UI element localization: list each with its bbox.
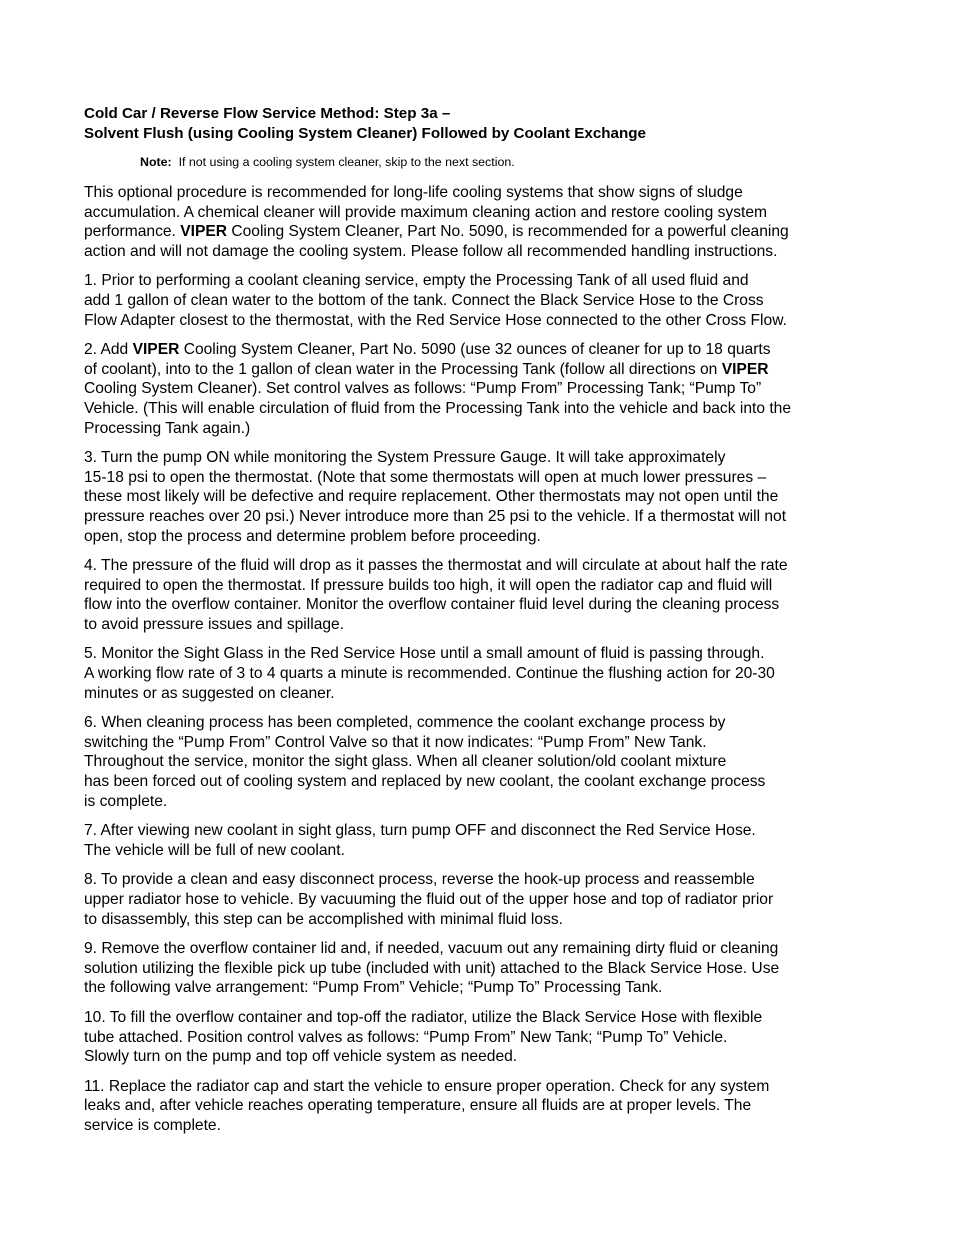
step-line: The vehicle will be full of new coolant. bbox=[84, 841, 345, 859]
step-line: 9. Remove the overflow container lid and, if needed, vacuum out any remaining dirty fluid or cleaning bbox=[84, 940, 779, 958]
step-4 bbox=[84, 556, 874, 634]
step-2 bbox=[84, 340, 874, 438]
intro-line: accumulation. A chemical cleaner will provide maximum cleaning action and restore cooling system bbox=[84, 203, 767, 221]
brand-name: VIPER bbox=[180, 223, 228, 241]
step-line: minutes or as suggested on cleaner. bbox=[84, 684, 335, 702]
step-line: Flow Adapter closest to the thermostat, with the Red Service Hose connected to the other Cross Flow. bbox=[84, 311, 787, 329]
intro-line: This optional procedure is recommended for long-life cooling systems that show signs of sludge bbox=[84, 184, 743, 201]
step-line: upper radiator hose to vehicle. By vacuuming the fluid out of the upper hose and top of radiator prior bbox=[84, 891, 774, 908]
step-line: 8. To provide a clean and easy disconnect process, reverse the hook-up process and reassemble bbox=[84, 871, 755, 889]
step-line: Cooling System Cleaner). Set control valves as follows: “Pump From” Processing Tank; “Pump To” bbox=[84, 380, 762, 398]
step-line: required to open the thermostat. If pressure builds too high, it will open the radiator cap and fluid will bbox=[84, 576, 773, 594]
step-line: switching the “Pump From” Control Valve so that it now indicates: “Pump From” New Tank. bbox=[84, 733, 707, 751]
document-page bbox=[84, 104, 874, 1136]
step-3 bbox=[84, 448, 874, 546]
title-line-1: Cold Car / Reverse Flow Service Method: Step 3a – bbox=[84, 105, 451, 122]
note-text: If not using a cooling system cleaner, skip to the next section. bbox=[178, 155, 515, 169]
step-line: service is complete. bbox=[84, 1116, 221, 1134]
step-10 bbox=[84, 1008, 874, 1067]
step-text: Cooling System Cleaner, Part No. 5090 (use 32 ounces of cleaner for up to 18 quarts bbox=[179, 341, 771, 359]
step-line: 4. The pressure of the fluid will drop as it passes the thermostat and will circulate at about half the rate bbox=[84, 557, 788, 575]
step-line: is complete. bbox=[84, 792, 168, 810]
intro-line bbox=[84, 222, 874, 242]
note-label: Note: bbox=[140, 155, 172, 169]
step-line: pressure reaches over 20 psi.) Never introduce more than 25 psi to the vehicle. If a thermostat will not bbox=[84, 507, 787, 525]
step-text: of coolant), into to the 1 gallon of clean water in the Processing Tank (follow all directions on bbox=[84, 360, 722, 378]
step-line: 11. Replace the radiator cap and start the vehicle to ensure proper operation. Check for any system bbox=[84, 1077, 770, 1095]
intro-text: Cooling System Cleaner, Part No. 5090, is recommended for a powerful cleaning bbox=[227, 223, 789, 241]
page-title bbox=[84, 104, 874, 144]
step-11 bbox=[84, 1077, 874, 1136]
step-line: has been forced out of cooling system and replaced by new coolant, the coolant exchange process bbox=[84, 773, 766, 791]
step-1 bbox=[84, 271, 874, 330]
step-line: leaks and, after vehicle reaches operating temperature, ensure all fluids are at proper levels. The bbox=[84, 1097, 752, 1115]
step-7 bbox=[84, 821, 874, 860]
intro-paragraph bbox=[84, 183, 874, 261]
step-5 bbox=[84, 644, 874, 703]
step-line: 15-18 psi to open the thermostat. (Note that some thermostats will open at much lower pressures – bbox=[84, 468, 767, 486]
intro-text: performance. bbox=[84, 223, 181, 241]
note bbox=[140, 154, 874, 170]
step-line: 6. When cleaning process has been completed, commence the coolant exchange process by bbox=[84, 714, 726, 732]
step-line: 3. Turn the pump ON while monitoring the System Pressure Gauge. It will take approximately bbox=[84, 449, 726, 467]
step-line: 1. Prior to performing a coolant cleaning service, empty the Processing Tank of all used fluid and bbox=[84, 272, 749, 290]
step-line: to disassembly, this step can be accomplished with minimal fluid loss. bbox=[84, 910, 563, 928]
step-line: open, stop the process and determine problem before proceeding. bbox=[84, 527, 541, 545]
step-line bbox=[84, 360, 874, 380]
step-line: flow into the overflow container. Monitor the overflow container fluid level during the cleaning process bbox=[84, 596, 780, 614]
step-6 bbox=[84, 713, 874, 811]
brand-name: VIPER bbox=[721, 360, 769, 378]
step-line: 7. After viewing new coolant in sight glass, turn pump OFF and disconnect the Red Service Hose. bbox=[84, 822, 756, 840]
step-line: solution utilizing the flexible pick up tube (included with unit) attached to the Black Service Hose. Use bbox=[84, 959, 780, 977]
title-line-2: Solvent Flush (using Cooling System Cleaner) Followed by Coolant Exchange bbox=[84, 125, 647, 142]
step-line: 5. Monitor the Sight Glass in the Red Service Hose until a small amount of fluid is passing through. bbox=[84, 645, 765, 663]
step-line: A working flow rate of 3 to 4 quarts a minute is recommended. Continue the flushing action for 20-30 bbox=[84, 665, 775, 683]
step-line: Processing Tank again.) bbox=[84, 419, 251, 437]
intro-line: action and will not damage the cooling system. Please follow all recommended handling instructions. bbox=[84, 242, 778, 260]
step-line: tube attached. Position control valves as follows: “Pump From” New Tank; “Pump To” Vehicle. bbox=[84, 1028, 728, 1046]
step-text: 2. Add bbox=[84, 341, 133, 359]
step-8 bbox=[84, 870, 874, 929]
step-line bbox=[84, 340, 874, 360]
step-line: 10. To fill the overflow container and top-off the radiator, utilize the Black Service Hose with flexible bbox=[84, 1008, 763, 1026]
step-line: these most likely will be defective and require replacement. Other thermostats may not open until the bbox=[84, 488, 779, 506]
step-line: add 1 gallon of clean water to the bottom of the tank. Connect the Black Service Hose to the Cross bbox=[84, 291, 764, 309]
step-line: Slowly turn on the pump and top off vehicle system as needed. bbox=[84, 1048, 518, 1066]
step-9 bbox=[84, 939, 874, 998]
step-line: Vehicle. (This will enable circulation of fluid from the Processing Tank into the vehicle and back into the bbox=[84, 399, 792, 417]
step-line: the following valve arrangement: “Pump From” Vehicle; “Pump To” Processing Tank. bbox=[84, 979, 663, 997]
brand-name: VIPER bbox=[132, 341, 180, 359]
step-line: Throughout the service, monitor the sight glass. When all cleaner solution/old coolant mixture bbox=[84, 753, 727, 771]
step-line: to avoid pressure issues and spillage. bbox=[84, 615, 345, 633]
